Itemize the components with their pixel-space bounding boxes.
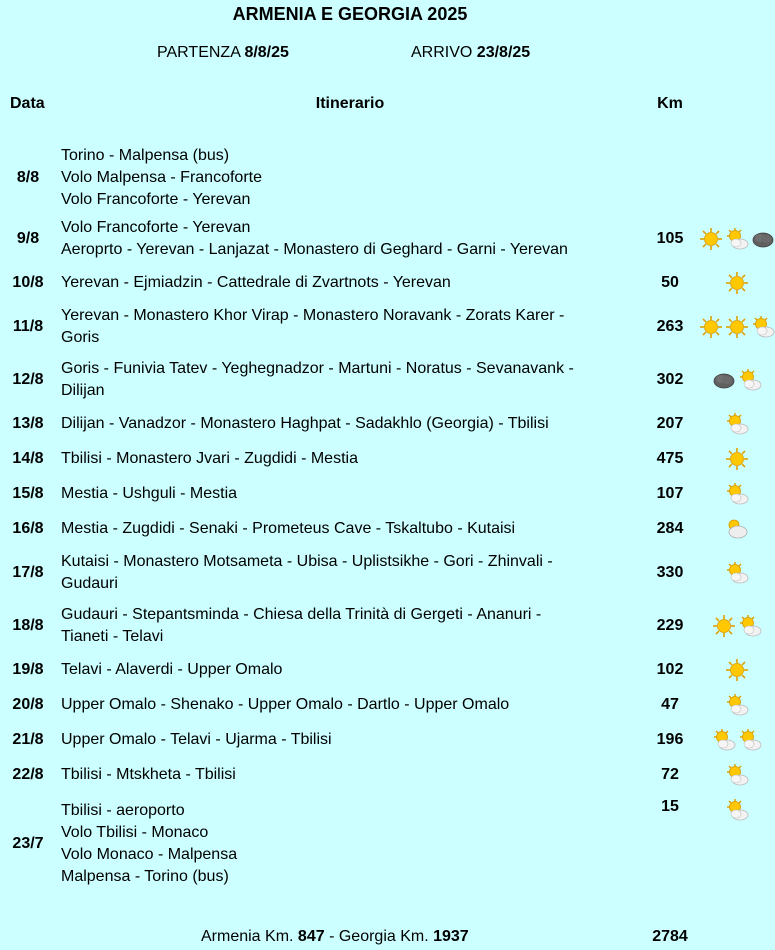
partly-cloudy-icon (725, 693, 749, 717)
row-itinerary (61, 798, 641, 890)
header-data: Data (10, 95, 45, 112)
georgia-km: 1937 (433, 928, 469, 945)
weather-icons (698, 762, 775, 788)
departure-info (157, 44, 289, 62)
itinerary-line: Yerevan - Ejmiadzin - Cattedrale di Zvartnots - Yerevan (61, 274, 451, 291)
itinerary-line: Tbilisi - Mtskheta - Tbilisi (61, 766, 236, 783)
dark-cloud-icon (712, 368, 736, 392)
row-itinerary (61, 270, 641, 296)
weather-icons (698, 603, 775, 649)
table-row (0, 304, 775, 350)
partly-cloudy-icon (725, 227, 749, 251)
itinerary-line: Volo Francoforte - Yerevan (61, 219, 251, 236)
arrival-date: 23/8/25 (476, 44, 531, 61)
itinerary-line: Goris - Funivia Tatev - Yeghegnadzor - Martuni - Noratus - Sevanavank - (61, 360, 574, 377)
itinerary-line: Kutaisi - Monastero Motsameta - Ubisa - Uplistsikhe - Gori - Zhinvali - (61, 553, 553, 570)
row-km: 50 (661, 274, 679, 291)
armenia-label: Armenia Km. (201, 928, 294, 945)
row-date: 16/8 (12, 520, 44, 537)
table-row (0, 270, 775, 296)
itinerary-line: Gudauri (61, 575, 118, 592)
row-date: 18/8 (12, 617, 44, 634)
row-itinerary (61, 516, 641, 542)
row-km: 105 (656, 230, 684, 247)
sun-icon (712, 614, 736, 638)
partly-cloudy-icon (738, 728, 762, 752)
weather-icons (698, 411, 775, 437)
row-itinerary (61, 481, 641, 507)
sun-icon (725, 447, 749, 471)
row-km: 475 (656, 450, 684, 467)
itinerary-line: Malpensa - Torino (bus) (61, 868, 229, 885)
weather-icons (698, 516, 775, 542)
itinerary-line: Upper Omalo - Telavi - Ujarma - Tbilisi (61, 731, 332, 748)
itinerary-line: Torino - Malpensa (bus) (61, 147, 230, 164)
table-row (0, 411, 775, 437)
row-km: 302 (656, 371, 684, 388)
weather-icons (698, 692, 775, 718)
armenia-km: 847 (297, 928, 325, 945)
table-row (0, 603, 775, 649)
row-date: 17/8 (12, 564, 44, 581)
footer-total-km: 2784 (652, 928, 688, 945)
weather-icons (698, 657, 775, 683)
itinerary-line: Tbilisi - aeroporto (61, 802, 185, 819)
row-itinerary (61, 357, 641, 403)
sun-icon (725, 271, 749, 295)
itinerary-line: Tianeti - Telavi (61, 628, 164, 645)
row-itinerary (61, 657, 641, 683)
itinerary-line: Upper Omalo - Shenako - Upper Omalo - Dartlo - Upper Omalo (61, 696, 510, 713)
row-itinerary (61, 727, 641, 753)
partly-cloudy-icon (712, 728, 736, 752)
weather-icons (698, 727, 775, 753)
sun-icon (699, 315, 723, 339)
row-km: 107 (656, 485, 684, 502)
table-row (0, 516, 775, 542)
sun-icon (725, 658, 749, 682)
cloudy-sun-icon (725, 517, 749, 541)
weather-icons (698, 304, 775, 350)
row-date: 13/8 (12, 415, 44, 432)
row-itinerary (61, 304, 641, 350)
row-km: 229 (656, 617, 684, 634)
row-date: 19/8 (12, 661, 44, 678)
itinerary-line: Telavi - Alaverdi - Upper Omalo (61, 661, 283, 678)
partly-cloudy-icon (725, 412, 749, 436)
row-date: 12/8 (12, 371, 44, 388)
row-km: 284 (656, 520, 684, 537)
table-row (0, 727, 775, 753)
itinerary-line: Gudauri - Stepantsminda - Chiesa della Trinità di Gergeti - Ananuri - (61, 606, 542, 623)
row-itinerary (61, 446, 641, 472)
row-itinerary (61, 762, 641, 788)
table-row (0, 216, 775, 262)
row-date: 21/8 (12, 731, 44, 748)
weather-icons (698, 357, 775, 403)
weather-icons (698, 446, 775, 472)
table-row (0, 446, 775, 472)
partly-cloudy-icon (738, 368, 762, 392)
row-date: 23/7 (12, 835, 44, 852)
row-itinerary (61, 411, 641, 437)
arrival-label: ARRIVO (411, 44, 473, 61)
row-itinerary (61, 144, 641, 212)
table-row (0, 692, 775, 718)
header-km: Km (657, 95, 683, 112)
itinerary-line: Volo Tbilisi - Monaco (61, 824, 209, 841)
partly-cloudy-icon (725, 763, 749, 787)
table-row (0, 357, 775, 403)
table-row (0, 144, 775, 212)
table-row (0, 762, 775, 788)
row-date: 14/8 (12, 450, 44, 467)
footer-separator: - (324, 928, 339, 945)
itinerary-line: Volo Monaco - Malpensa (61, 846, 238, 863)
row-date: 20/8 (12, 696, 44, 713)
row-km: 102 (656, 661, 684, 678)
partly-cloudy-icon (738, 614, 762, 638)
sun-icon (699, 227, 723, 251)
row-date: 10/8 (12, 274, 44, 291)
partly-cloudy-icon (725, 798, 749, 822)
weather-icons (698, 481, 775, 507)
page-title: ARMENIA E GEORGIA 2025 (232, 4, 468, 24)
itinerary-line: Aeroprto - Yerevan - Lanjazat - Monastero di Geghard - Garni - Yerevan (61, 241, 568, 258)
row-km (640, 144, 700, 212)
row-date: 11/8 (12, 318, 44, 335)
weather-icons (698, 798, 775, 890)
sun-icon (725, 315, 749, 339)
row-itinerary (61, 550, 641, 596)
row-km: 207 (656, 415, 684, 432)
row-km: 196 (656, 731, 684, 748)
itinerary-line: Mestia - Zugdidi - Senaki - Prometeus Cave - Tskaltubo - Kutaisi (61, 520, 516, 537)
row-itinerary (61, 692, 641, 718)
itinerary-line: Goris (61, 329, 100, 346)
row-date: 9/8 (16, 230, 40, 247)
weather-icons (698, 216, 775, 262)
itinerary-line: Tbilisi - Monastero Jvari - Zugdidi - Mestia (61, 450, 358, 467)
partly-cloudy-icon (751, 315, 775, 339)
row-km: 15 (661, 798, 679, 815)
row-itinerary (61, 603, 641, 649)
row-itinerary (61, 216, 641, 262)
departure-date: 8/8/25 (244, 44, 289, 61)
row-km: 47 (661, 696, 679, 713)
partly-cloudy-icon (725, 482, 749, 506)
itinerary-line: Mestia - Ushguli - Mestia (61, 485, 238, 502)
footer-summary (201, 928, 469, 946)
georgia-label: Georgia Km. (338, 928, 429, 945)
itinerary-line: Yerevan - Monastero Khor Virap - Monastero Noravank - Zorats Karer - (61, 307, 565, 324)
row-km: 263 (656, 318, 684, 335)
row-date: 22/8 (12, 766, 44, 783)
row-date: 8/8 (16, 169, 40, 186)
table-row (0, 481, 775, 507)
table-row (0, 798, 775, 890)
weather-icons (698, 550, 775, 596)
itinerary-line: Volo Malpensa - Francoforte (61, 169, 262, 186)
weather-icons (698, 144, 775, 212)
departure-label: PARTENZA (157, 44, 240, 61)
table-row (0, 550, 775, 596)
table-row (0, 657, 775, 683)
row-date: 15/8 (12, 485, 44, 502)
row-km: 72 (661, 766, 679, 783)
itinerary-line: Dilijan - Vanadzor - Monastero Haghpat - Sadakhlo (Georgia) - Tbilisi (61, 415, 549, 432)
weather-icons (698, 270, 775, 296)
header-itinerario: Itinerario (315, 95, 385, 112)
itinerary-line: Dilijan (61, 382, 105, 399)
arrival-info (411, 44, 530, 62)
partly-cloudy-icon (725, 561, 749, 585)
itinerary-line: Volo Francoforte - Yerevan (61, 191, 251, 208)
dark-cloud-icon (751, 227, 775, 251)
row-km: 330 (656, 564, 684, 581)
